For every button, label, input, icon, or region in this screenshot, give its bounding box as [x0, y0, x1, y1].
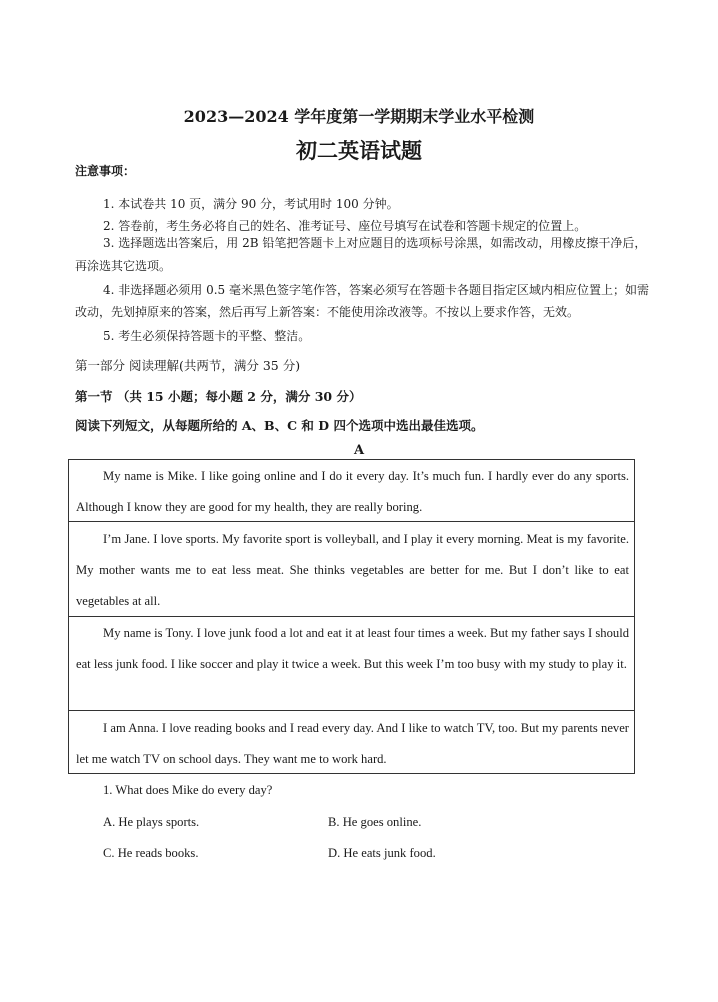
reading-instruction: 阅读下列短文，从每题所给的 A、B、C 和 D 四个选项中选出最佳选项。: [75, 418, 484, 433]
question-1-option-d: D. He eats junk food.: [328, 846, 436, 860]
question-1-option-b: B. He goes online.: [328, 815, 422, 829]
passage-box-jane: [68, 521, 635, 617]
notice-item-4-cont: 改动，先划掉原来的答案，然后再写上新答案：不能使用涂改液等。不按以上要求作答，无效。: [75, 305, 580, 319]
passage-box-mike: [68, 459, 635, 522]
question-1-option-a: A. He plays sports.: [103, 815, 200, 829]
section-heading: 第一节 （共 15 小题；每小题 2 分，满分 30 分）: [75, 389, 362, 404]
notice-heading: 注意事项：: [75, 164, 136, 178]
notice-item-2: 2. 答卷前，考生务必将自己的姓名、准考证号、座位号填写在试卷和答题卡规定的位置上。: [103, 219, 587, 233]
notice-item-5: 5. 考生必须保持答题卡的平整、整洁。: [103, 329, 311, 343]
passage-paragraph: I’m Jane. I love sports. My favorite sport is volleyball, and I play it every morning. Meat is my favorite. My mother wants me to eat less meat. She thinks vegetables are better for me. But I don’t like to eat vegetables at all.: [76, 532, 629, 608]
notice-item-1: 1. 本试卷共 10 页，满分 90 分，考试用时 100 分钟。: [103, 197, 399, 211]
notice-item-3: 3. 选择题选出答案后，用 2B 铅笔把答题卡上对应题目的选项标号涂黑，如需改动，用橡皮擦干净后，: [103, 236, 647, 250]
passage-paragraph: My name is Mike. I like going online and I do it every day. It’s much fun. I hardly ever do any sports. Although I know they are good for my health, they are really boring.: [76, 469, 629, 514]
exam-title: 2023—2024 学年度第一学期期末学业水平检测: [183, 107, 535, 126]
passage-box-anna: [68, 710, 635, 774]
notice-item-4: 4. 非选择题必须用 0.5 毫米黑色签字笔作答，答案必须写在答题卡各题目指定区域内相应位置上；如需: [103, 283, 649, 297]
question-1-stem: 1. What does Mike do every day?: [103, 783, 273, 797]
passage-box-tony: [68, 616, 635, 711]
part-heading: 第一部分 阅读理解(共两节，满分 35 分): [75, 358, 301, 373]
question-1-option-c: C. He reads books.: [103, 846, 199, 860]
notice-item-3-cont: 再涂选其它选项。: [75, 259, 172, 273]
passage-paragraph: My name is Tony. I love junk food a lot and eat it at least four times a week. But my father says I should eat less junk food. I like soccer and play it twice a week. But this week I’m too busy with my study to play it.: [76, 626, 629, 671]
exam-subtitle: 初二英语试题: [296, 138, 422, 163]
passage-paragraph: I am Anna. I love reading books and I read every day. And I like to watch TV, too. But my parents never let me watch TV on school days. They want me to work hard.: [76, 721, 629, 766]
passage-letter: A: [353, 443, 365, 458]
